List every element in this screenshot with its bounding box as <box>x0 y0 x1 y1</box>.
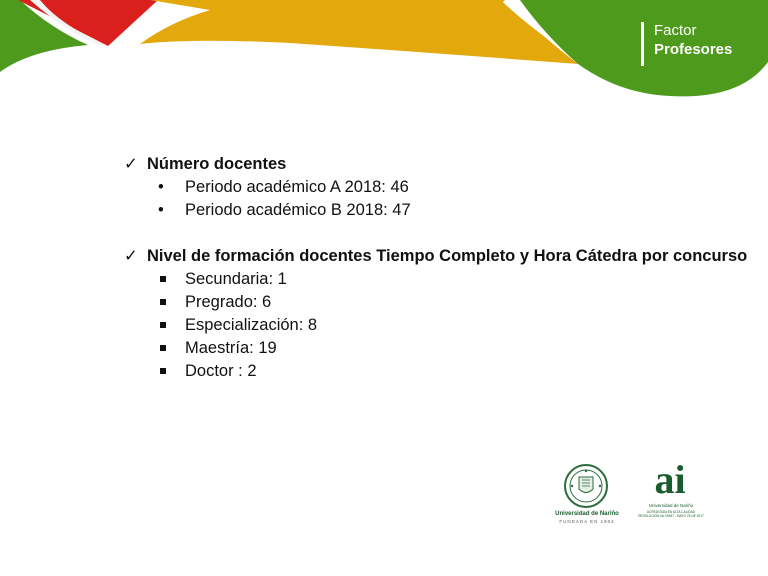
brand-line-factor: Factor <box>654 22 697 39</box>
heading-text: Nivel de formación docentes Tiempo Completo y Hora Cátedra por concurso <box>147 247 748 265</box>
bullet-square-icon <box>160 345 166 351</box>
accreditation-logo: ai <box>654 457 686 502</box>
spacer <box>124 222 764 245</box>
list-item <box>124 268 764 291</box>
checkmark-icon: ✓ <box>124 155 138 173</box>
bullet-square-icon <box>160 368 166 374</box>
brand-block <box>641 22 732 66</box>
list-item-text: Secundaria: 1 <box>185 270 287 288</box>
bullet-dot-icon: • <box>158 178 164 196</box>
list-item-text: Especialización: 8 <box>185 316 318 334</box>
list-item <box>124 337 764 360</box>
list-item <box>124 291 764 314</box>
periodo-list <box>124 176 764 222</box>
accreditation-line: ACREDITADA EN ALTA CALIDAD <box>646 510 696 514</box>
university-founded: FUNDADA EN 1904 <box>559 519 615 524</box>
brand-line-profesores: Profesores <box>654 41 733 58</box>
list-item-text: Doctor : 2 <box>185 362 257 380</box>
list-item-text: Periodo académico A 2018: 46 <box>185 178 409 196</box>
list-item-text: Periodo académico B 2018: 47 <box>185 201 411 219</box>
list-item <box>124 314 764 337</box>
checkmark-icon: ✓ <box>124 247 138 265</box>
heading-text: Número docentes <box>147 155 287 173</box>
accreditation-text <box>637 510 705 518</box>
list-item <box>124 176 764 199</box>
slide-content <box>124 153 764 383</box>
bullet-square-icon <box>160 276 166 282</box>
section-heading-nivel-formacion <box>124 245 764 268</box>
list-item-text: Maestría: 19 <box>185 339 277 357</box>
bullet-square-icon <box>160 322 166 328</box>
accreditation-university: Universidad de Nariño <box>648 503 694 508</box>
bullet-square-icon <box>160 299 166 305</box>
list-item <box>124 360 764 383</box>
section-heading-numero-docentes <box>124 153 764 176</box>
accreditation-resolution: RESOLUCIÓN No 09947 - MAYO 23 DE 2017 <box>638 514 704 518</box>
list-item-text: Pregrado: 6 <box>185 293 272 311</box>
formacion-list <box>124 268 764 383</box>
university-name: Universidad de Nariño <box>555 511 619 517</box>
list-item <box>124 199 764 222</box>
bullet-dot-icon: • <box>158 201 164 219</box>
